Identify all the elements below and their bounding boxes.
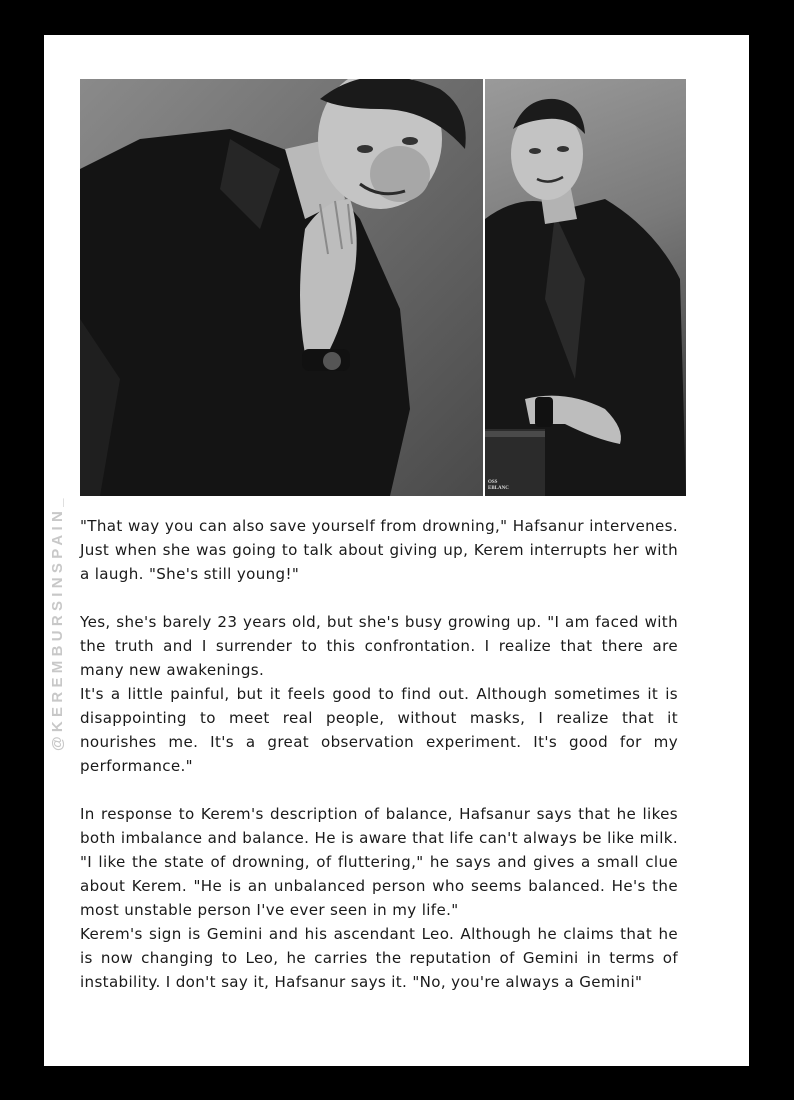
watermark: @KEREMBURSINSPAIN_ xyxy=(49,494,66,751)
article-paragraph: It's a little painful, but it feels good to find out. Although sometimes it is disappointing to meet real people, without masks, I realize that it nourishes me. It's a great observation experiment. It's good for my performance." xyxy=(80,685,678,775)
article-paragraph: Yes, she's barely 23 years old, but she's busy growing up. "I am faced with the truth and I surrender to this confrontation. I realize that there are many new awakenings. xyxy=(80,613,678,679)
article-body xyxy=(80,514,678,994)
photo-credit-line: EBLANC xyxy=(488,486,509,491)
article-paragraph: "That way you can also save yourself from drowning," Hafsanur intervenes. Just when she was going to talk about giving up, Kerem interrupts her with a laugh. "She's still young!" xyxy=(80,517,678,583)
photo-credit-line: OSS xyxy=(488,480,498,485)
article-paragraph: Kerem's sign is Gemini and his ascendant Leo. Although he claims that he is now changing to Leo, he carries the reputation of Gemini in terms of instability. I don't say it, Hafsanur says it. "No, you're always a Gemini" xyxy=(80,925,678,991)
photo-right xyxy=(485,79,686,496)
article-paragraph: In response to Kerem's description of balance, Hafsanur says that he likes both imbalance and balance. He is aware that life can't always be like milk. "I like the state of drowning, of fluttering," he says and gives a small clue about Kerem. "He is an unbalanced person who seems balanced. He's the most unstable person I've ever seen in my life." xyxy=(80,805,678,919)
portrait-left-illustration xyxy=(80,79,483,496)
portrait-right-illustration xyxy=(485,79,686,496)
photo-left xyxy=(80,79,483,496)
photo-credit xyxy=(488,480,509,492)
